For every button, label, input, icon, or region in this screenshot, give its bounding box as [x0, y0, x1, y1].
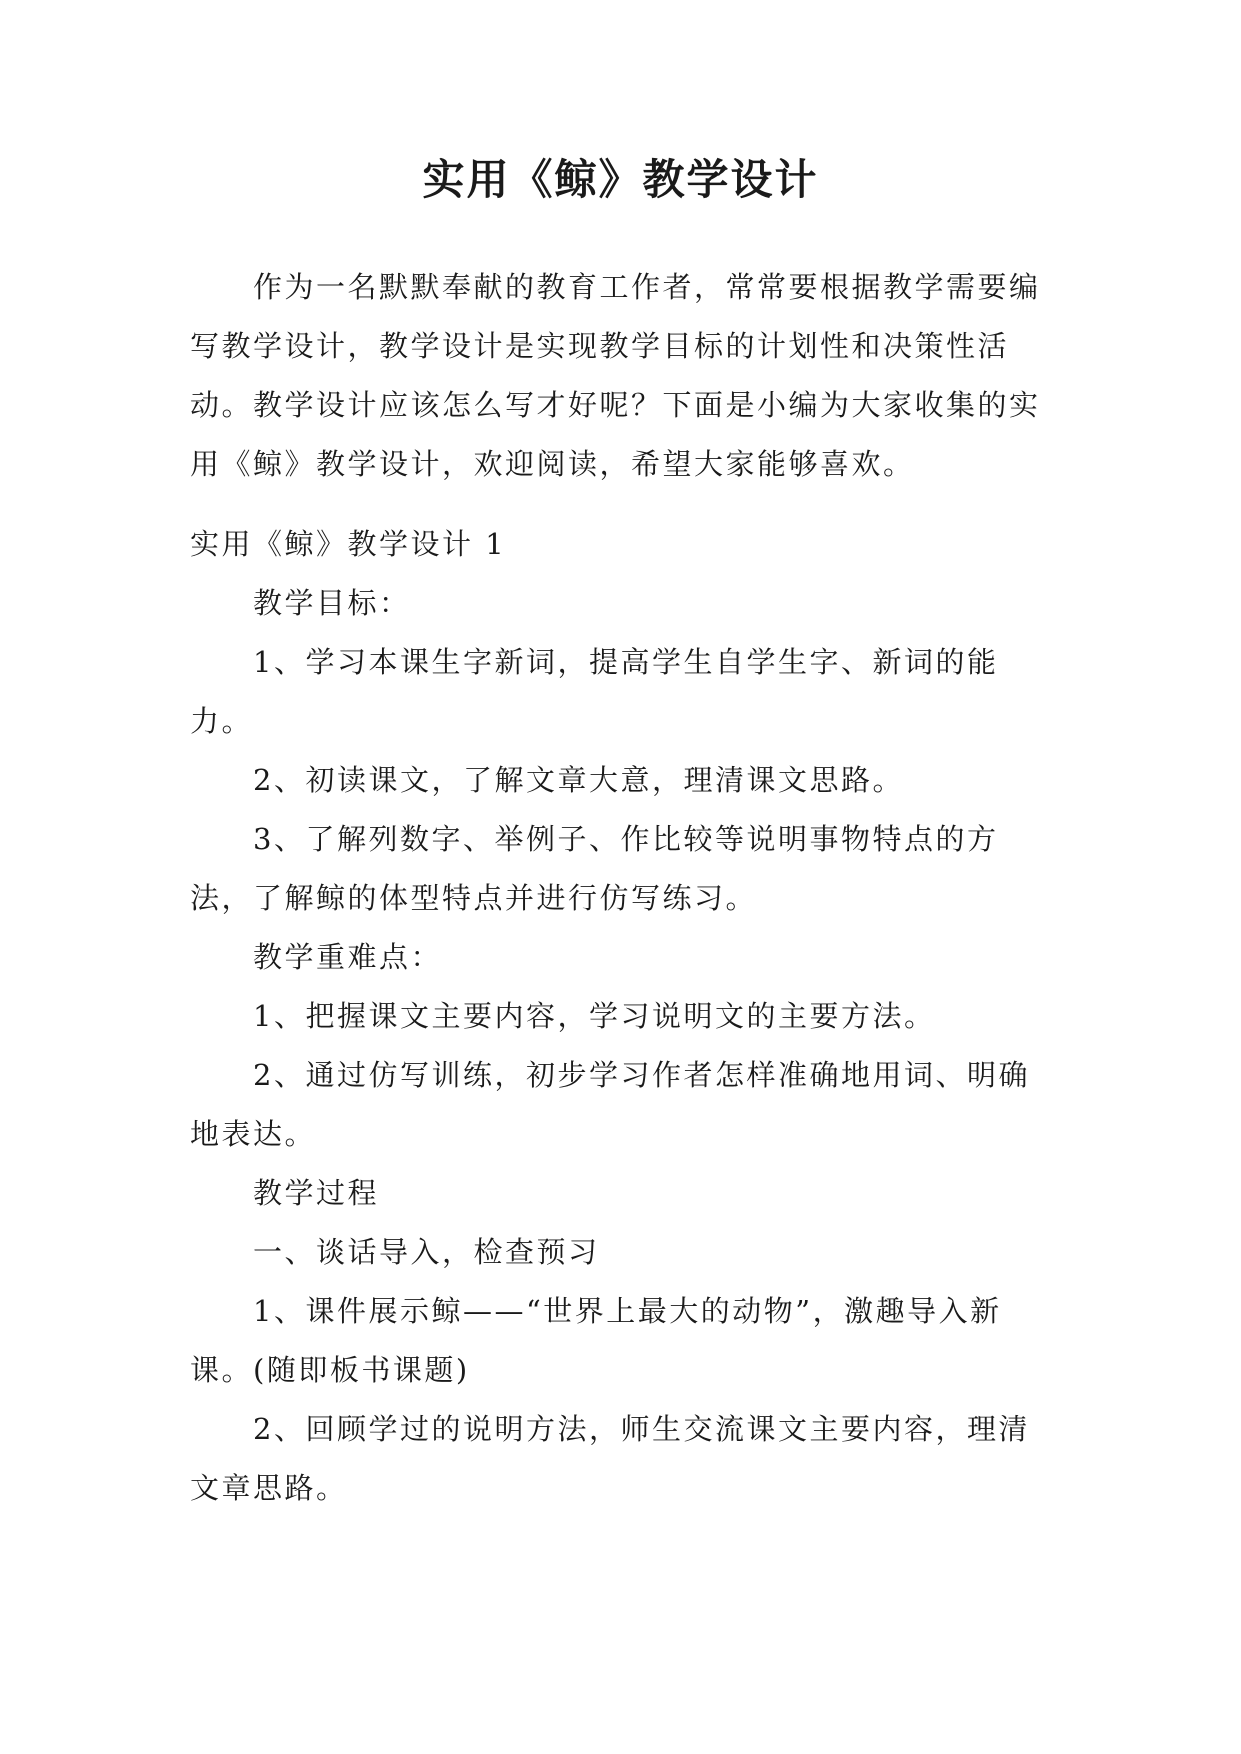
paragraph-step-one-heading: 一、谈话导入，检查预习	[253, 1235, 600, 1269]
section-heading: 实用《鲸》教学设计 1	[190, 527, 507, 561]
paragraph-goal-3: 3、了解列数字、举例子、作比较等说明事物特点的方法，了解鲸的体型特点并进行仿写练习。	[190, 822, 999, 915]
paragraph-goal-2: 2、初读课文，了解文章大意，理清课文思路。	[253, 763, 904, 797]
paragraph-key-point-1: 1、把握课文主要内容，学习说明文的主要方法。	[253, 999, 936, 1033]
content-body	[190, 574, 1050, 1518]
intro-paragraph: 作为一名默默奉献的教育工作者，常常要根据教学需要编写教学设计，教学设计是实现教学目标的计划性和决策性活动。教学设计应该怎么写才好呢？下面是小编为大家收集的实用《鲸》教学设计，欢迎阅读，希望大家能够喜欢。	[190, 270, 1041, 481]
paragraph-teaching-goals: 教学目标：	[253, 586, 411, 620]
paragraph-step-2: 2、回顾学过的说明方法，师生交流课文主要内容，理清文章思路。	[190, 1412, 1030, 1505]
paragraph-key-points: 教学重难点：	[253, 940, 443, 974]
paragraph-goal-1: 1、学习本课生字新词，提高学生自学生字、新词的能力。	[190, 645, 999, 738]
paragraph-key-point-2: 2、通过仿写训练，初步学习作者怎样准确地用词、明确地表达。	[190, 1058, 1030, 1151]
paragraph-process-heading: 教学过程	[253, 1176, 380, 1210]
paragraph-step-1: 1、课件展示鲸——“世界上最大的动物”，激趣导入新课。(随即板书课题)	[190, 1294, 1002, 1387]
document-title: 实用《鲸》教学设计	[422, 155, 819, 204]
